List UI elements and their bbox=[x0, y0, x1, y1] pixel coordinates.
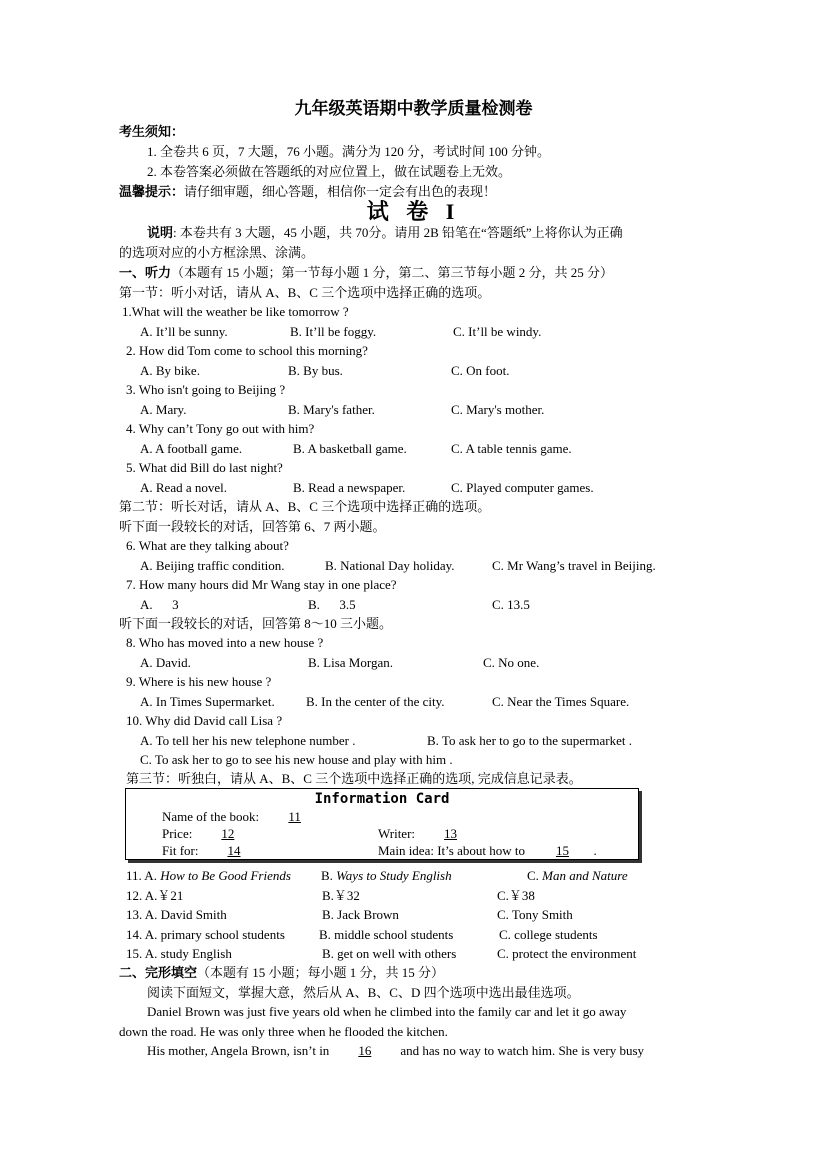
q6-option-a: A. Beijing traffic condition. bbox=[140, 558, 285, 573]
q13-option-b: B. Jack Brown bbox=[322, 907, 399, 922]
q2-option-c: C. On foot. bbox=[451, 363, 510, 378]
paper-title: 试 卷 I bbox=[366, 199, 461, 224]
q14-option-a: 14. A. primary school students bbox=[126, 927, 285, 942]
q15-option-c: C. protect the environment bbox=[497, 946, 637, 961]
q11-a-italic: How to Be Good Friends bbox=[160, 868, 291, 883]
book-label: Name of the book: bbox=[162, 809, 260, 824]
q10-option-a: A. To tell her his new telephone number . bbox=[140, 733, 356, 748]
question-6: 6. What are they talking about? bbox=[126, 538, 289, 553]
section2-heading: 二、完形填空 bbox=[119, 965, 198, 980]
q1-option-c: C. It’ll be windy. bbox=[453, 324, 542, 339]
q15-option-b: B. get on well with others bbox=[322, 946, 457, 961]
q9-option-c: C. Near the Times Square. bbox=[492, 694, 630, 709]
q14-option-c: C. college students bbox=[499, 927, 598, 942]
book-blank: 11 bbox=[288, 809, 301, 824]
dialog-b-intro: 听下面一段较长的对话，回答第 8～10 三小题。 bbox=[119, 616, 393, 631]
q9-option-b: B. In the center of the city. bbox=[306, 694, 445, 709]
q12-option-b: B.￥32 bbox=[322, 888, 360, 903]
card-book-row bbox=[162, 808, 324, 825]
q11-option-c-text: C. Man and Nature bbox=[527, 868, 628, 883]
price-label: Price: bbox=[162, 826, 193, 841]
instruction-text: : 本卷共有 3 大题，45 小题，共 70分。请用 2B 铅笔在“答题纸”上将你认为正确 bbox=[173, 225, 623, 240]
price-blank: 12 bbox=[221, 826, 235, 841]
q13-option-a: 13. A. David Smith bbox=[126, 907, 227, 922]
section2-note: （本题有 15 小题；每小题 1 分，共 15 分） bbox=[197, 965, 445, 980]
notice-item-1: 1. 全卷共 6 页，7 大题，76 小题。满分为 120 分，考试时间 100 分钟。 bbox=[147, 144, 551, 159]
fit-label: Fit for: bbox=[162, 843, 199, 858]
q6-option-c: C. Mr Wang’s travel in Beijing. bbox=[492, 558, 656, 573]
part2-intro: 第二节：听长对话，请从 A、B、C 三个选项中选择正确的选项。 bbox=[119, 499, 491, 514]
q4-option-b: B. A basketball game. bbox=[293, 441, 407, 456]
passage-line-1: Daniel Brown was just five years old when he climbed into the family car and let it go away bbox=[147, 1004, 627, 1019]
q3-option-a: A. Mary. bbox=[140, 402, 187, 417]
notice-heading: 考生须知： bbox=[119, 124, 185, 139]
q14-option-b: B. middle school students bbox=[319, 927, 454, 942]
passage-line-3 bbox=[147, 1042, 644, 1060]
q1-option-b: B. It’ll be foggy. bbox=[290, 324, 377, 339]
question-1: 1.What will the weather be like tomorrow ? bbox=[122, 304, 349, 319]
idea-label: Main idea: It’s about how to bbox=[378, 843, 525, 858]
q10-option-c: C. To ask her to go to see his new house and play with him . bbox=[140, 752, 453, 767]
q2-option-a: A. By bike. bbox=[140, 363, 200, 378]
q13-option-c: C. Tony Smith bbox=[497, 907, 573, 922]
q10-option-b: B. To ask her to go to the supermarket . bbox=[427, 733, 633, 748]
part3-intro: 第三节：听独白，请从 A、B、C 三个选项中选择正确的选项, 完成信息记录表。 bbox=[126, 771, 582, 786]
card-fit-row bbox=[162, 842, 263, 859]
question-7: 7. How many hours did Mr Wang stay in one place? bbox=[126, 577, 397, 592]
q11-c-italic: Man and Nature bbox=[542, 868, 628, 883]
q5-option-a: A. Read a novel. bbox=[140, 480, 228, 495]
q1-option-a: A. It’ll be sunny. bbox=[140, 324, 228, 339]
question-5: 5. What did Bill do last night? bbox=[126, 460, 283, 475]
question-3: 3. Who isn't going to Beijing ? bbox=[126, 382, 286, 397]
part1-intro: 第一节：听小对话，请从 A、B、C 三个选项中选择正确的选项。 bbox=[119, 285, 491, 300]
card-idea-row bbox=[378, 842, 597, 859]
page-title: 九年级英语期中教学质量检测卷 bbox=[294, 99, 533, 118]
passage-line-2: down the road. He was only three when he flooded the kitchen. bbox=[119, 1024, 448, 1039]
q6-option-b: B. National Day holiday. bbox=[325, 558, 455, 573]
q4-option-a: A. A football game. bbox=[140, 441, 243, 456]
q12-option-a: 12. A.￥21 bbox=[126, 888, 184, 903]
q8-option-c: C. No one. bbox=[483, 655, 540, 670]
dialog-a-intro: 听下面一段较长的对话，回答第 6、7 两小题。 bbox=[119, 519, 386, 534]
passage-start: His mother, Angela Brown, isn’t in bbox=[147, 1043, 330, 1058]
idea-blank: 15 bbox=[555, 843, 569, 858]
question-2: 2. How did Tom come to school this morning? bbox=[126, 343, 368, 358]
q8-option-b: B. Lisa Morgan. bbox=[308, 655, 393, 670]
card-price-row bbox=[162, 825, 257, 842]
instruction-line-2: 的选项对应的小方框涂黑、涂满。 bbox=[119, 245, 315, 260]
q7-option-c: C. 13.5 bbox=[492, 597, 530, 612]
q7-option-a: A. 3 bbox=[140, 597, 179, 612]
card-title: Information Card bbox=[314, 791, 450, 807]
q11-option-b-text: B. Ways to Study English bbox=[321, 868, 452, 883]
q4-option-c: C. A table tennis game. bbox=[451, 441, 572, 456]
q12-option-c: C.￥38 bbox=[497, 888, 535, 903]
writer-blank: 13 bbox=[444, 826, 458, 841]
section2-intro: 阅读下面短文，掌握大意，然后从 A、B、C、D 四个选项中选出最佳选项。 bbox=[147, 985, 580, 1000]
blank-16: 16 bbox=[358, 1043, 372, 1058]
q15-option-a: 15. A. study English bbox=[126, 946, 232, 961]
writer-label: Writer: bbox=[378, 826, 416, 841]
instruction-line-1 bbox=[147, 224, 623, 242]
section1-heading: 一、听力 bbox=[119, 265, 172, 280]
passage-end: and has no way to watch him. She is very busy bbox=[400, 1043, 645, 1058]
information-card bbox=[125, 788, 639, 860]
card-writer-row bbox=[378, 825, 480, 842]
q7-option-b: B. 3.5 bbox=[308, 597, 356, 612]
question-9: 9. Where is his new house ? bbox=[126, 674, 272, 689]
q11-b-italic: Ways to Study English bbox=[336, 868, 452, 883]
section1-note: （本题有 15 小题；第一节每小题 1 分，第二、第三节每小题 2 分，共 25 分） bbox=[171, 265, 614, 280]
section1-heading-line bbox=[119, 264, 613, 282]
tip-label: 温馨提示： bbox=[119, 184, 185, 199]
q8-option-a: A. David. bbox=[140, 655, 191, 670]
q5-option-b: B. Read a newspaper. bbox=[293, 480, 406, 495]
idea-end: . bbox=[593, 843, 597, 858]
question-4: 4. Why can’t Tony go out with him? bbox=[126, 421, 315, 436]
q9-option-a: A. In Times Supermarket. bbox=[140, 694, 275, 709]
q3-option-b: B. Mary's father. bbox=[288, 402, 375, 417]
notice-item-2: 2. 本卷答案必须做在答题纸的对应位置上，做在试题卷上无效。 bbox=[147, 164, 512, 179]
q5-option-c: C. Played computer games. bbox=[451, 480, 594, 495]
instruction-label: 说明 bbox=[147, 225, 174, 240]
section2-heading-line bbox=[119, 964, 444, 982]
q11-option-a-text: 11. A. How to Be Good Friends bbox=[126, 868, 291, 883]
tip-text: 请仔细审题，细心答题，相信你一定会有出色的表现！ bbox=[184, 184, 497, 199]
question-10: 10. Why did David call Lisa ? bbox=[126, 713, 283, 728]
question-8: 8. Who has moved into a new house ? bbox=[126, 635, 324, 650]
q2-option-b: B. By bus. bbox=[288, 363, 343, 378]
fit-blank: 14 bbox=[227, 843, 241, 858]
q3-option-c: C. Mary's mother. bbox=[451, 402, 545, 417]
